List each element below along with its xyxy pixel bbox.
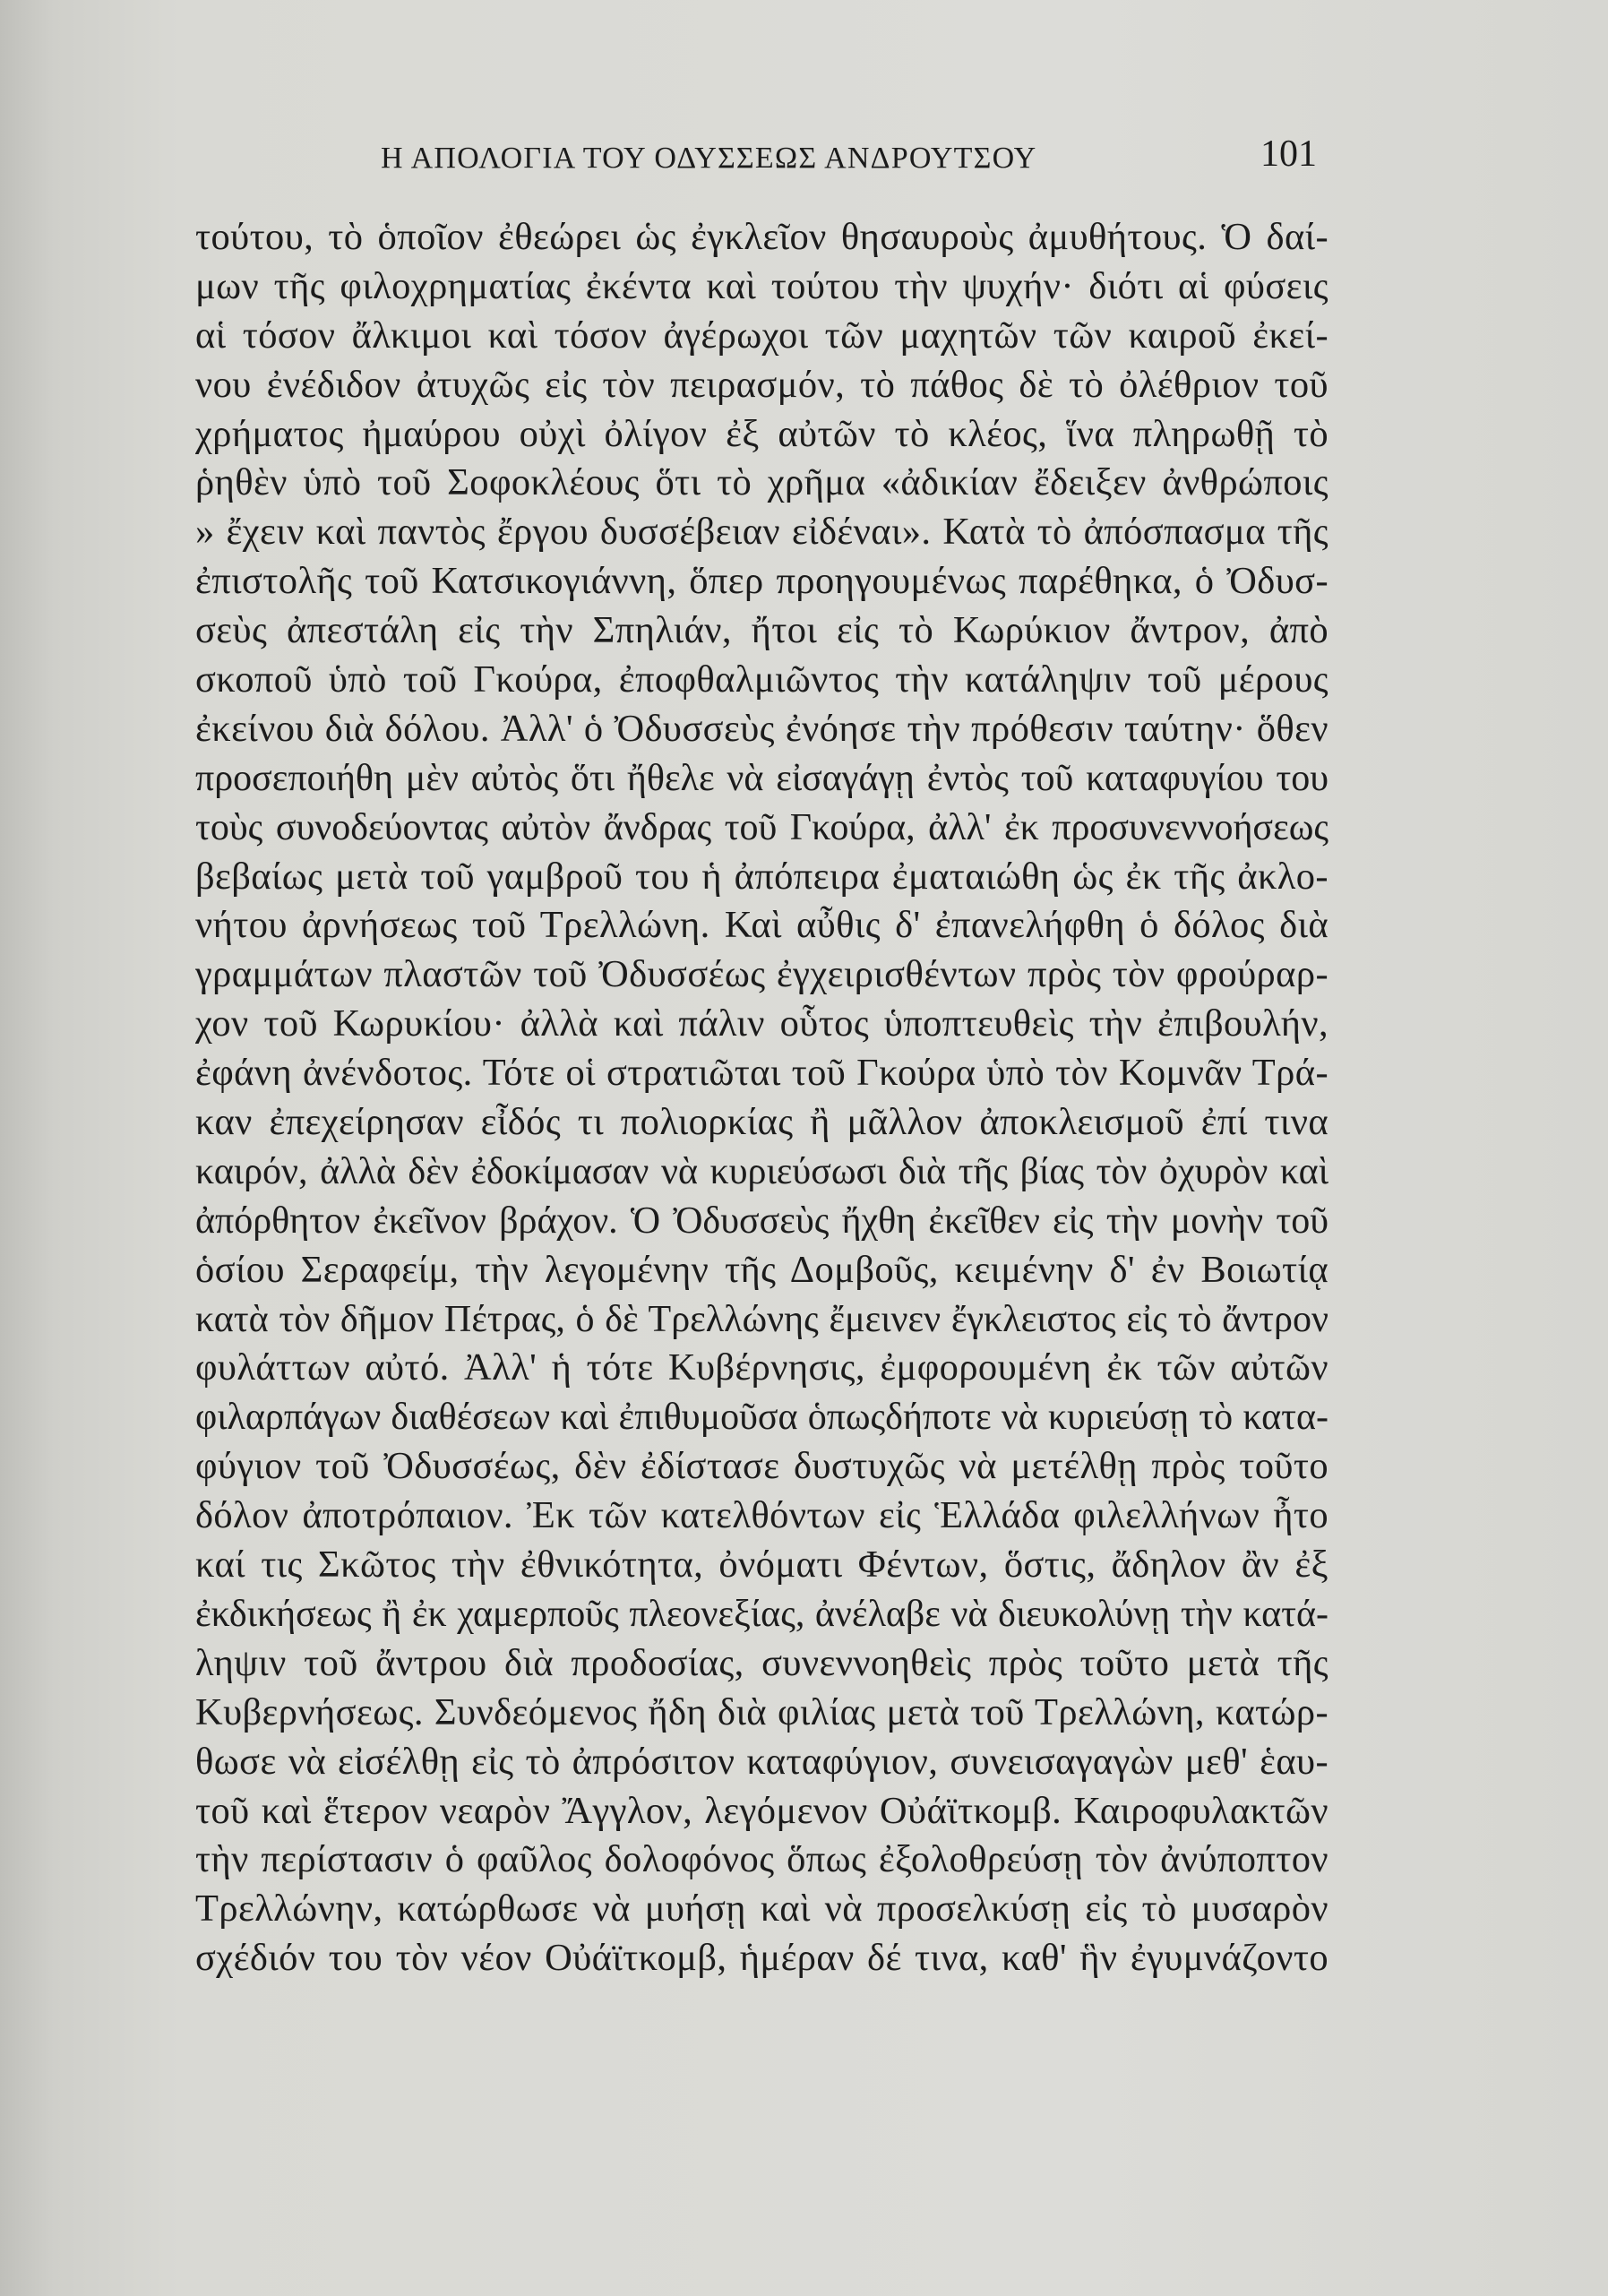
text-line: Τρελλώνην, κατώρθωσε νὰ μυήσῃ καὶ νὰ προσελκύσῃ εἰς τὸ μυσαρὸν [195, 1888, 1329, 1931]
text-line: τὴν περίστασιν ὁ φαῦλος δολοφόνος ὅπως ἐξολοθρεύσῃ τὸν ἀνύποπτον [195, 1838, 1329, 1881]
text-line: θωσε νὰ εἰσέλθῃ εἰς τὸ ἀπρόσιτον καταφύγιον, συνεισαγαγὼν μεθ' ἑαυ- [195, 1740, 1329, 1783]
text-line: αἱ τόσον ἄλκιμοι καὶ τόσον ἀγέρωχοι τῶν μαχητῶν τῶν καιροῦ ἐκεί- [195, 314, 1329, 357]
text-line: ὁσίου Σεραφείμ, τὴν λεγομένην τῆς Δομβοῦς, κειμένην δ' ἐν Βοιωτίᾳ [195, 1248, 1329, 1291]
body-text [195, 213, 1329, 1983]
text-line: μων τῆς φιλοχρηματίας ἐκέντα καὶ τούτου τὴν ψυχήν· διότι αἱ φύσεις [195, 264, 1329, 307]
text-line: ἐκδικήσεως ἢ ἐκ χαμερποῦς πλεονεξίας, ἀνέλαβε νὰ διευκολύνῃ τὴν κατά- [195, 1593, 1329, 1635]
text-line: σκοποῦ ὑπὸ τοῦ Γκούρα, ἐποφθαλμιῶντος τὴν κατάληψιν τοῦ μέρους [195, 658, 1329, 701]
text-line: τοὺς συνοδεύοντας αὐτὸν ἄνδρας τοῦ Γκούρα, ἀλλ' ἐκ προσυνεννοήσεως [195, 806, 1329, 848]
text-line: φύγιον τοῦ Ὀδυσσέως, δὲν ἐδίστασε δυστυχῶς νὰ μετέλθῃ πρὸς τοῦτο [195, 1445, 1329, 1488]
text-line: δόλον ἀποτρόπαιον. Ἐκ τῶν κατελθόντων εἰς Ἑλλάδα φιλελλήνων ἦτο [195, 1494, 1329, 1537]
text-line: προσεποιήθη μὲν αὐτὸς ὅτι ἤθελε νὰ εἰσαγάγῃ ἐντὸς τοῦ καταφυγίου του [195, 757, 1329, 799]
text-line: βεβαίως μετὰ τοῦ γαμβροῦ του ἡ ἀπόπειρα ἐματαιώθη ὡς ἐκ τῆς ἀκλο- [195, 855, 1329, 898]
text-line: ἐπιστολῆς τοῦ Κατσικογιάννη, ὅπερ προηγουμένως παρέθηκα, ὁ Ὀδυσ- [195, 560, 1329, 603]
text-line: ἐκείνου διὰ δόλου. Ἀλλ' ὁ Ὀδυσσεὺς ἐνόησε τὴν πρόθεσιν ταύτην· ὅθεν [195, 707, 1329, 750]
text-line: καί τις Σκῶτος τὴν ἐθνικότητα, ὀνόματι Φέντων, ὅστις, ἄδηλον ἂν ἐξ [195, 1544, 1329, 1587]
text-line: νου ἐνέδιδον ἀτυχῶς εἰς τὸν πειρασμόν, τὸ πάθος δὲ τὸ ὀλέθριον τοῦ [195, 363, 1329, 406]
text-line: τοῦ καὶ ἕτερον νεαρὸν Ἄγγλον, λεγόμενον Οὐάϊτκομβ. Καιροφυλακτῶν [195, 1789, 1329, 1832]
page-number: 101 [1260, 133, 1317, 175]
text-line: φιλαρπάγων διαθέσεων καὶ ἐπιθυμοῦσα ὁπωςδήποτε νὰ κυριεύσῃ τὸ κατα- [195, 1397, 1329, 1439]
text-line: σχέδιόν του τὸν νέον Οὐάϊτκομβ, ἡμέραν δέ τινα, καθ' ἣν ἐγυμνάζοντο [195, 1937, 1329, 1980]
text-line: τούτου, τὸ ὁποῖον ἐθεώρει ὡς ἐγκλεῖον θησαυροὺς ἀμυθήτους. Ὁ δαί- [195, 216, 1329, 258]
text-line: χρήματος ἠμαύρου οὐχὶ ὀλίγον ἐξ αὐτῶν τὸ κλέος, ἵνα πληρωθῇ τὸ [195, 412, 1329, 455]
text-line: χον τοῦ Κωρυκίου· ἀλλὰ καὶ πάλιν οὗτος ὑποπτευθεὶς τὴν ἐπιβουλήν, [195, 1002, 1329, 1045]
text-line: φυλάττων αὐτό. Ἀλλ' ἡ τότε Κυβέρνησις, ἐμφορουμένη ἐκ τῶν αὐτῶν [195, 1346, 1329, 1389]
text-line: νήτου ἀρνήσεως τοῦ Τρελλώνη. Καὶ αὖθις δ' ἐπανελήφθη ὁ δόλος διὰ [195, 904, 1329, 947]
text-line: γραμμάτων πλαστῶν τοῦ Ὀδυσσέως ἐγχειρισθέντων πρὸς τὸν φρούραρ- [195, 953, 1329, 996]
text-line: ἀπόρθητον ἐκεῖνον βράχον. Ὁ Ὀδυσσεὺς ἤχθη ἐκεῖθεν εἰς τὴν μονὴν τοῦ [195, 1200, 1329, 1242]
running-header: Η ΑΠΟΛΟΓΙΑ ΤΟΥ ΟΔΥΣΣΕΩΣ ΑΝΔΡΟΥΤΣΟΥ [381, 142, 1037, 175]
text-line: » ἔχειν καὶ παντὸς ἔργου δυσσέβειαν εἰδέναι». Κατὰ τὸ ἀπόσπασμα τῆς [195, 511, 1329, 554]
text-line: ἐφάνη ἀνένδοτος. Τότε οἱ στρατιῶται τοῦ Γκούρα ὑπὸ τὸν Κομνᾶν Τρά- [195, 1052, 1329, 1095]
text-line: ληψιν τοῦ ἄντρου διὰ προδοσίας, συνεννοηθεὶς πρὸς τοῦτο μετὰ τῆς [195, 1641, 1329, 1684]
text-line: Κυβερνήσεως. Συνδεόμενος ἤδη διὰ φιλίας μετὰ τοῦ Τρελλώνη, κατώρ- [195, 1690, 1329, 1733]
text-line: κατὰ τὸν δῆμον Πέτρας, ὁ δὲ Τρελλώνης ἔμεινεν ἔγκλειστος εἰς τὸ ἄντρον [195, 1298, 1329, 1340]
text-line: σεὺς ἀπεστάλη εἰς τὴν Σπηλιάν, ἤτοι εἰς τὸ Κωρύκιον ἄντρον, ἀπὸ [195, 609, 1329, 652]
text-line: καιρόν, ἀλλὰ δὲν ἐδοκίμασαν νὰ κυριεύσωσι διὰ τῆς βίας τὸν ὀχυρὸν καὶ [195, 1150, 1329, 1192]
text-line: ῥηθὲν ὑπὸ τοῦ Σοφοκλέους ὅτι τὸ χρῆμα «ἀδικίαν ἔδειξεν ἀνθρώποις [195, 461, 1329, 504]
text-line: καν ἐπεχείρησαν εἶδός τι πολιορκίας ἢ μᾶλλον ἀποκλεισμοῦ ἐπί τινα [195, 1101, 1329, 1144]
